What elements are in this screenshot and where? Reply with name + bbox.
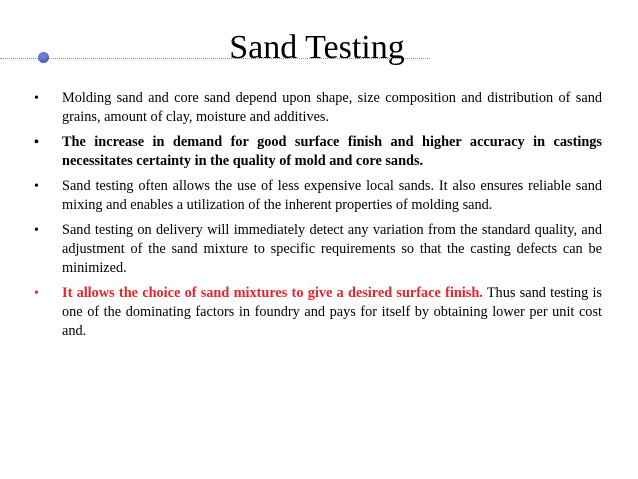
slide-title: Sand Testing bbox=[229, 29, 405, 66]
bullet-text: Sand testing often allows the use of less expensive local sands. It also ensures reliable sand mixing and enables a utilization of the inherent properties of molding sand. bbox=[62, 178, 602, 213]
bullet-item bbox=[34, 177, 602, 215]
bullet-item bbox=[34, 133, 602, 171]
bullet-icon: • bbox=[34, 91, 39, 106]
bullet-dot-icon bbox=[38, 52, 49, 63]
bullet-text: The increase in demand for good surface finish and higher accuracy in castings necessitates certainty in the quality of mold and core sands. bbox=[62, 134, 602, 169]
bullet-item bbox=[34, 284, 602, 341]
bullet-highlight-text: It allows the choice of sand mixtures to give a desired surface finish. bbox=[62, 285, 483, 301]
bullet-icon: • bbox=[34, 286, 39, 301]
bullet-icon: • bbox=[34, 223, 39, 238]
bullet-icon: • bbox=[34, 135, 39, 150]
bullet-item bbox=[34, 89, 602, 127]
bullet-item bbox=[34, 221, 602, 278]
bullet-text: Molding sand and core sand depend upon shape, size composition and distribution of sand grains, amount of clay, moisture and additives. bbox=[62, 90, 602, 125]
bullet-icon: • bbox=[34, 179, 39, 194]
bullet-text: Thus sand testing is one of the dominating factors in foundry and pays for itself by obtaining lower per unit cost and. bbox=[62, 285, 602, 339]
bullet-text: Sand testing on delivery will immediately detect any variation from the standard quality, and adjustment of the sand mixture to specific requirements so that the casting defects can be minimized. bbox=[62, 222, 602, 276]
bullet-list bbox=[34, 89, 602, 347]
